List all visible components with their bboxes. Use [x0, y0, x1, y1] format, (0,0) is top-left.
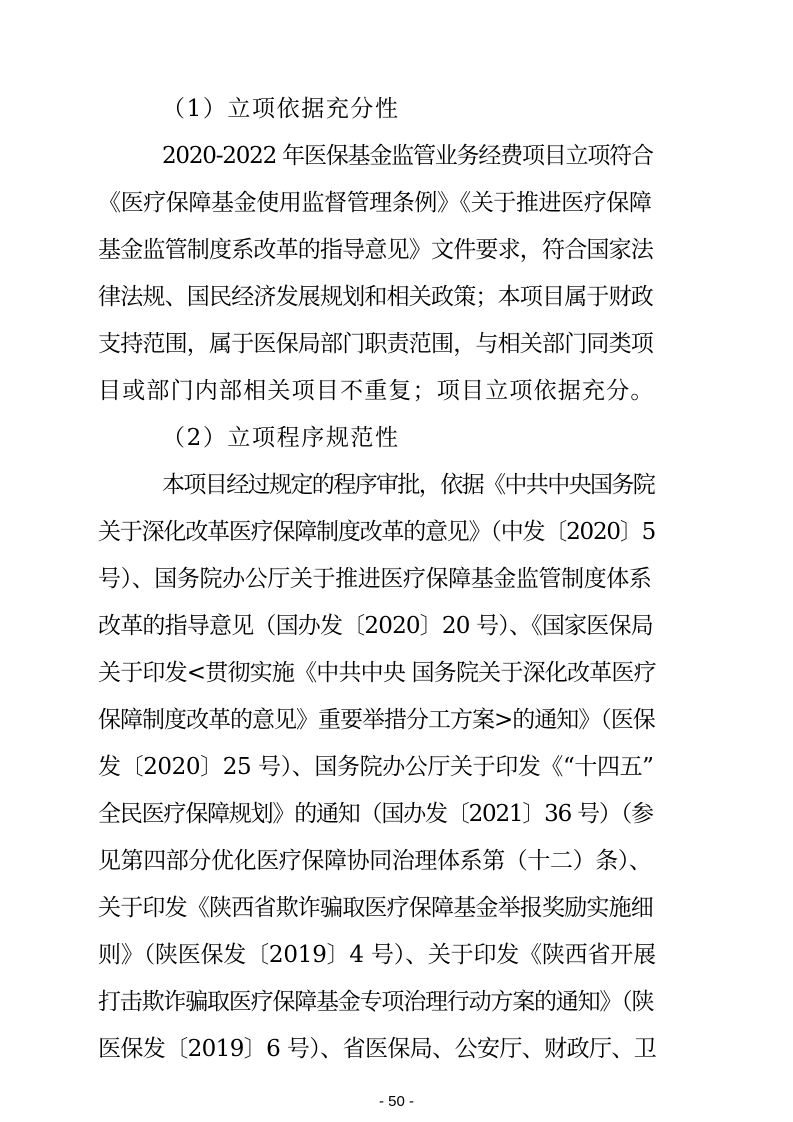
- paragraph-2-line-11: 则》（陕医保发〔2019〕4 号）、关于印发《陕西省开展: [98, 942, 656, 968]
- paragraph-2-line-2: 关于深化改革医疗保障制度改革的意见》（中发〔2020〕5: [98, 519, 656, 545]
- page-number: - 50 -: [378, 1093, 414, 1110]
- paragraph-1-line-6: 目或部门内部相关项目不重复；项目立项依据充分。: [98, 378, 655, 404]
- paragraph-2-line-7: 发〔2020〕25 号）、国务院办公厅关于印发《“十四五”: [98, 754, 654, 780]
- paragraph-2-line-12: 打击欺诈骗取医疗保障基金专项治理行动方案的通知》（陕: [98, 989, 654, 1015]
- paragraph-1-line-2: 《医疗保障基金使用监督管理条例》《关于推进医疗保障: [98, 190, 652, 216]
- paragraph-2-line-6: 保障制度改革的意见》重要举措分工方案>的通知》（医保: [98, 707, 655, 733]
- paragraph-2-line-4: 改革的指导意见（国办发〔2020〕20 号）、《国家医保局: [98, 613, 653, 639]
- paragraph-1-line-3: 基金监管制度系改革的指导意见》文件要求，符合国家法: [98, 237, 654, 263]
- paragraph-2-line-10: 关于印发《陕西省欺诈骗取医疗保障基金举报奖励实施细: [98, 895, 654, 921]
- paragraph-2-line-1: 本项目经过规定的程序审批，依据《中共中央国务院: [162, 472, 655, 498]
- paragraph-2-line-13: 医保发〔2019〕6 号）、省医保局、公安厅、财政厅、卫: [98, 1036, 657, 1062]
- paragraph-1-line-4: 律法规、国民经济发展规划和相关政策；本项目属于财政: [98, 284, 654, 310]
- paragraph-2-line-3: 号）、国务院办公厅关于推进医疗保障基金监管制度体系: [98, 566, 652, 592]
- paragraph-2-line-8: 全民医疗保障规划》的通知（国办发〔2021〕36 号）（参: [98, 801, 653, 827]
- paragraph-1-line-1: 2020-2022 年医保基金监管业务经费项目立项符合: [162, 143, 653, 169]
- paragraph-1-line-5: 支持范围，属于医保局部门职责范围，与相关部门同类项: [98, 331, 654, 357]
- paragraph-2-line-9: 见第四部分优化医疗保障协同治理体系第（十二）条）、: [98, 848, 652, 874]
- heading-2: （2）立项程序规范性: [162, 425, 400, 451]
- paragraph-2-line-5: 关于印发<贯彻实施《中共中央 国务院关于深化改革医疗: [98, 660, 656, 686]
- heading-1: （1）立项依据充分性: [162, 96, 400, 122]
